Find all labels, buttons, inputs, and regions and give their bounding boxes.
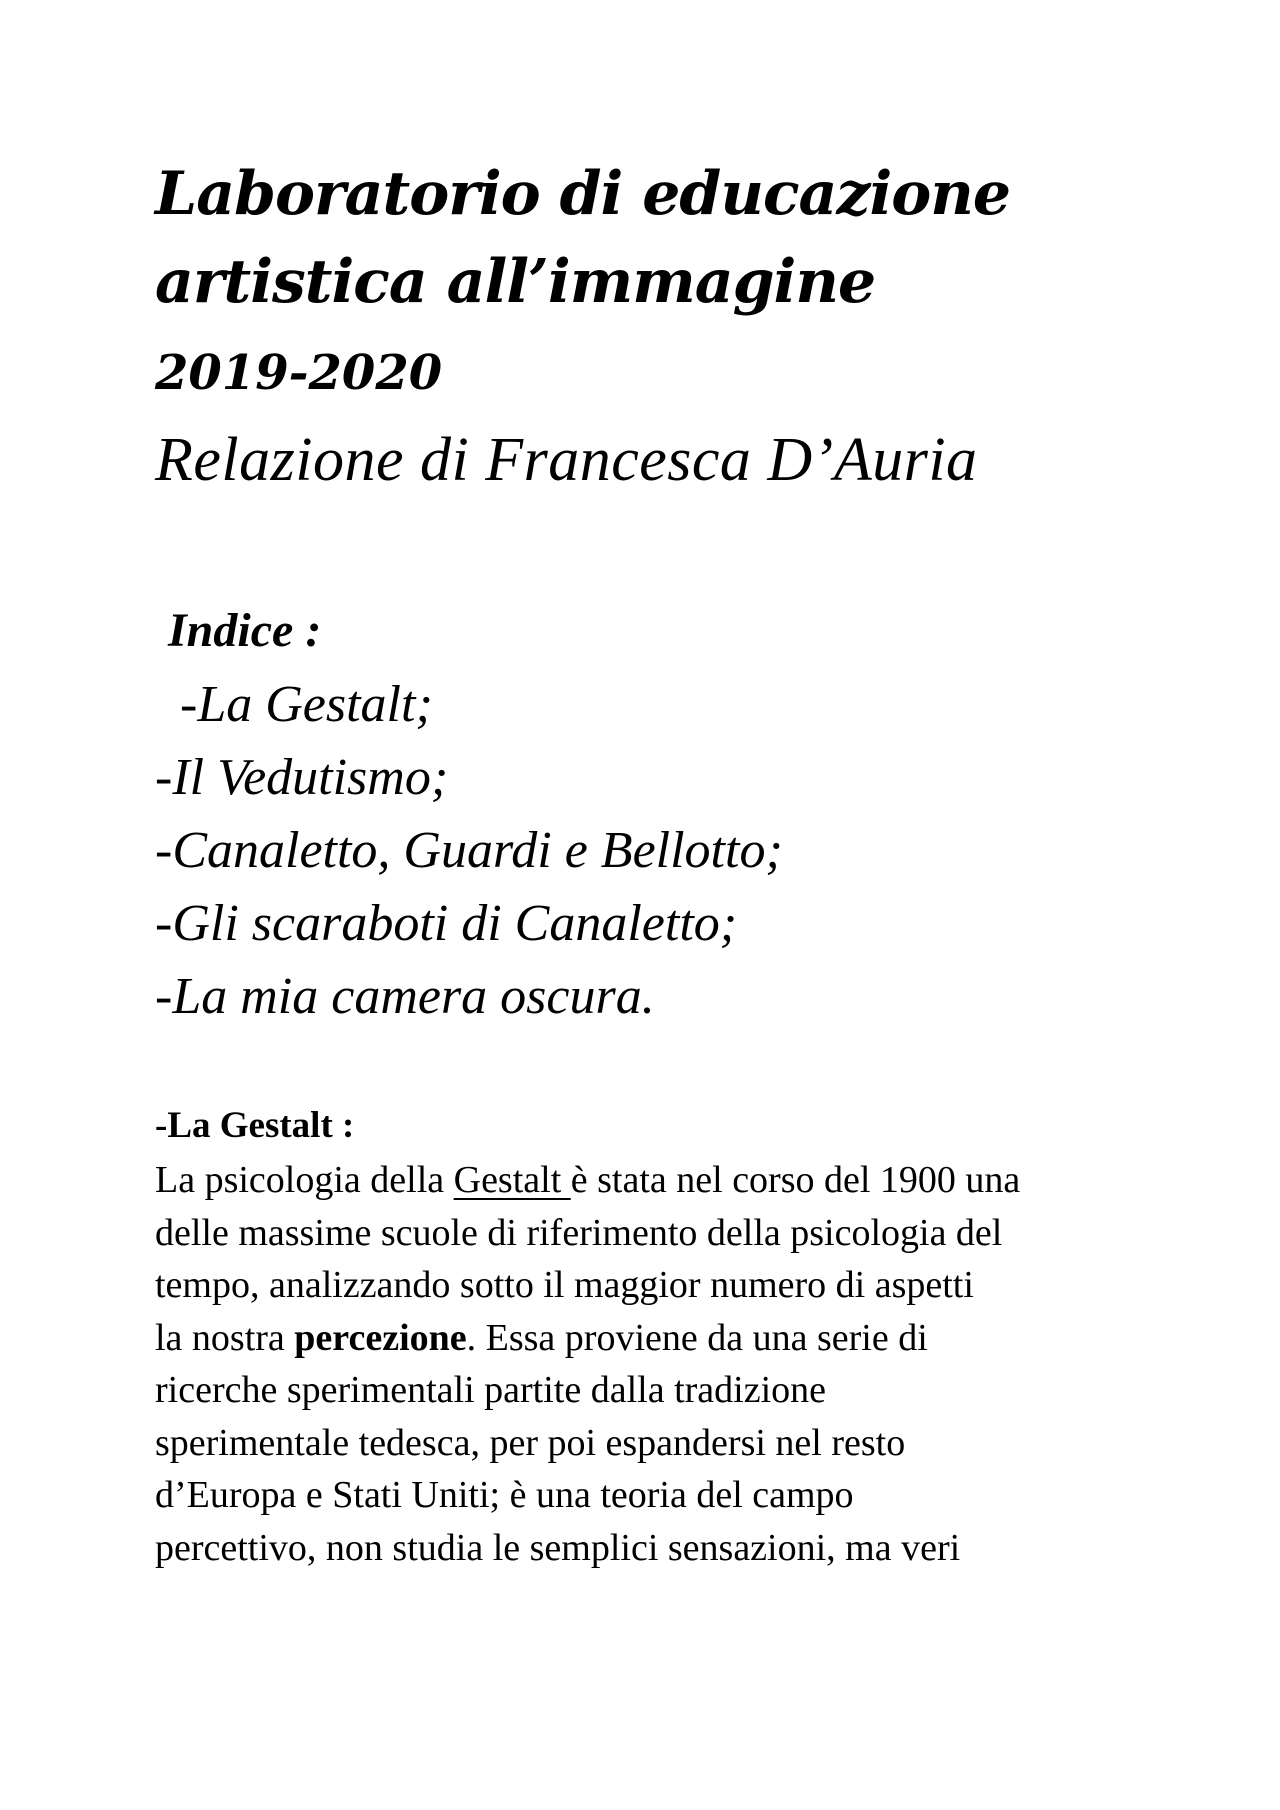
index-item: -Gli scaraboti di Canaletto; [155,895,738,952]
index-item: -Il Vedutismo; [155,749,449,806]
body-text-fragment: la nostra [155,1316,295,1359]
section-heading: -La Gestalt : [155,1105,355,1146]
index-list [155,668,783,1033]
title-line-1: Laboratorio di educazione [155,159,1011,229]
index-item: -La mia camera oscura. [155,968,655,1025]
body-line: delle massime scuole di riferimento della psicologia del [155,1211,1003,1254]
body-line: percettivo, non studia le semplici sensazioni, ma veri [155,1526,961,1569]
body-line [155,1312,1155,1365]
title-line-2: artistica all’immagine [155,247,876,317]
body-line [155,1154,1155,1207]
body-line: tempo, analizzando sotto il maggior numero di aspetti [155,1264,974,1306]
academic-year: 2019-2020 [155,345,443,401]
body-text-fragment: . Essa proviene da una serie di [466,1316,928,1359]
index-heading: Indice : [168,604,322,657]
document-title [155,150,1010,326]
gestalt-link[interactable]: Gestalt [453,1159,571,1201]
section-body [155,1154,1155,1574]
author-line: Relazione di Francesca D’Auria [155,426,978,494]
body-line: ricerche sperimentali partite dalla tradizione [155,1369,826,1411]
index-item: -Canaletto, Guardi e Bellotto; [155,822,783,879]
body-line: sperimentale tedesca, per poi espandersi nel resto [155,1421,906,1464]
bold-term: percezione [294,1316,467,1359]
body-text-fragment: è stata nel corso del 1900 una [570,1159,1021,1201]
body-text-fragment: La psicologia della [155,1159,454,1201]
index-item: -La Gestalt; [180,676,433,733]
body-line: d’Europa e Stati Uniti; è una teoria del campo [155,1474,854,1516]
